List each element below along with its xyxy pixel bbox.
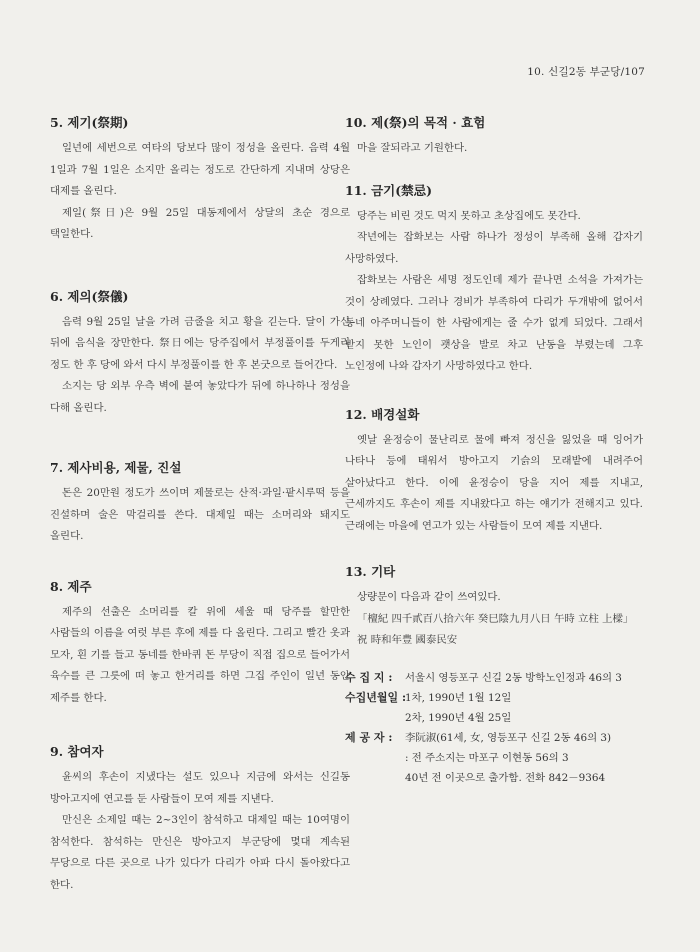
section-purpose — [345, 114, 643, 160]
left-column — [50, 114, 350, 896]
info-label: 제 공 자 : — [345, 730, 393, 744]
paragraph: 「檀紀 四千貳百八拾六年 癸巳陰九月八日 午時 立柱 上樑」 — [357, 612, 634, 625]
paragraph: 작년에는 잡화보는 사람 하나가 정성이 부족해 올해 갑자기 사망하였다. — [345, 231, 643, 265]
section-taboos — [345, 182, 643, 378]
info-line: 서울시 영등포구 신길 2동 방학노인정과 46의 3 — [405, 671, 622, 684]
section-title: 11. 금기(禁忌) — [345, 182, 433, 198]
info-value — [405, 728, 643, 788]
running-header: 10. 신길2동 부군당/107 — [527, 66, 645, 78]
paragraph: 제주의 선출은 소머리를 칼 위에 세울 때 당주를 할만한 사람들의 이름을 여럿 부른 후에 제를 다 올린다. 그리고 빨간 옷과 모자, 흰 기를 들고 동네를 한바퀴 돈 무당이 직접 집으로 들어가서 육수를 큰 그릇에 떠 놓고 한거리를 하면 그집 주인이 일년 동안 제주를 한다. — [50, 605, 350, 704]
paragraph: 돈은 20만원 정도가 쓰이며 제물로는 산적·과일·팥시루떡 등을 진설하며 술은 막걸리를 쓴다. 대제일 때는 소머리와 돼지도 올린다. — [50, 487, 350, 542]
collection-place-row — [345, 668, 643, 688]
paragraph: 윤씨의 후손이 지냈다는 설도 있으나 지금에 와서는 신길동 방아고지에 연고를 둔 사람들이 모여 제를 지낸다. — [50, 771, 350, 805]
section-title: 9. 참여자 — [50, 744, 104, 759]
info-line: 李阮淑(61세, 女, 영등포구 신길 2동 46의 3) — [405, 731, 612, 744]
section-ritual-procedure — [50, 288, 350, 420]
section-title: 6. 제의(祭儀) — [50, 288, 129, 304]
section-title: 10. 제(祭)의 목적 · 효험 — [345, 115, 486, 130]
section-participants — [50, 743, 350, 896]
paragraph: 옛날 윤정승이 물난리로 물에 빠져 정신을 잃었을 때 잉어가 나타나 등에 태워서 방아고지 기슭의 모래밭에 내려주어 살아났다고 한다. 이에 윤정승이 당을 지어 제를 지내고, 근세까지도 후손이 제를 지내왔다고 하는 얘기가 전해지고 있다. 근래에는 마을에 연고가 있는 사람들이 모여 제를 지낸다. — [345, 433, 643, 532]
paragraph: 소지는 당 외부 우측 벽에 붙여 놓았다가 뒤에 하나하나 정성을 다해 올린다. — [50, 380, 350, 414]
info-line: 2차, 1990년 4월 25일 — [405, 711, 512, 724]
paragraph: 당주는 비린 것도 먹지 못하고 초상집에도 못간다. — [357, 209, 581, 222]
section-misc — [345, 563, 643, 652]
section-title: 12. 배경설화 — [345, 406, 420, 422]
section-title: 7. 제사비용, 제물, 진설 — [50, 460, 182, 475]
section-title: 5. 제기(祭期) — [50, 115, 129, 130]
paragraph: 祝 時和年豊 國泰民安 — [357, 634, 458, 646]
info-label: 수집년월일 : — [345, 690, 407, 704]
paragraph: 만신은 소제일 때는 2~3인이 참석하고 대제일 때는 10여명이 참석한다. 참석하는 만신은 방아고지 부군당에 몇대 계속된 무당으로 다른 곳으로 나가 있다가 다리가 아파 다시 돌아왔다고 한다. — [50, 814, 350, 891]
info-value — [405, 688, 643, 728]
paragraph: 상량문이 다음과 같이 쓰여있다. — [357, 591, 501, 603]
collection-date-row — [345, 688, 643, 728]
section-costs-offerings — [50, 459, 350, 548]
info-value — [405, 668, 643, 688]
paragraph: 일년에 세번으로 여타의 당보다 많이 정성을 올린다. 음력 4월 1일과 7월 1일은 소지만 올리는 정도로 간단하게 지내며 상당은 대제를 올린다. — [50, 142, 350, 197]
info-line: 1차, 1990년 1월 12일 — [405, 691, 512, 704]
paragraph: 음력 9월 25일 날을 가려 금줄을 치고 황을 긷는다. 달이 가신 뒤에 음식을 장만한다. 祭日에는 당주집에서 부정풀이를 두게리 정도 한 후 당에 와서 다시 부정풀이를 한 후 본굿으로 들어간다. — [50, 315, 350, 371]
section-ritual-period — [50, 114, 350, 246]
info-line: 40년 전 이곳으로 출가함. 전화 842－9364 — [405, 771, 606, 784]
section-title: 13. 기타 — [345, 564, 396, 579]
section-background-legend — [345, 406, 643, 538]
paragraph: 제일(祭日)은 9월 25일 대동제에서 상달의 초순 경으로 택일한다. — [50, 206, 350, 240]
section-title: 8. 제주 — [50, 578, 92, 594]
right-column — [345, 114, 643, 788]
provider-row — [345, 728, 643, 788]
paragraph: 마을 잘되라고 기원한다. — [357, 142, 468, 154]
info-line: : 전 주소지는 마포구 이현동 56의 3 — [405, 751, 569, 764]
paragraph: 잡화보는 사람은 세명 정도인데 제가 끝나면 소석을 가져가는 것이 상례였다. 그러나 경비가 부족하여 다리가 두개밖에 없어서 동네 아주머니들이 한 사람에게는 줄 수가 없게 되었다. 그래서 받지 못한 노인이 괫상을 발로 차고 난동을 부렸는데 그후 노인정에 나와 갑자기 사망하였다고 한다. — [345, 274, 643, 372]
section-officiant — [50, 578, 350, 710]
info-label: 수 집 지 : — [345, 670, 393, 684]
collection-info — [345, 668, 643, 788]
